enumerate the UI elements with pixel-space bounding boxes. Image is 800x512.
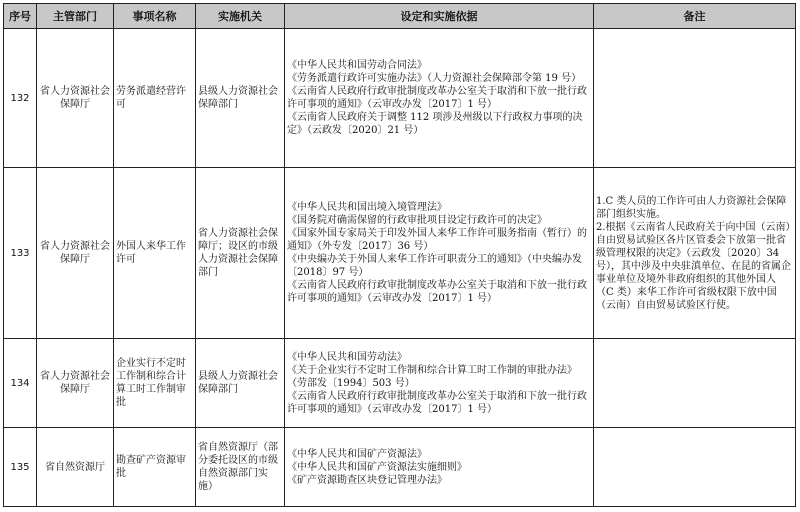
basis-line: 《中华人民共和国矿产资源法》 bbox=[287, 448, 427, 460]
basis-line: 《矿产资源勘查区块登记管理办法》 bbox=[287, 474, 447, 486]
cell-agency: 县级人力资源社会保障部门 bbox=[196, 29, 285, 168]
permit-table bbox=[3, 3, 796, 507]
cell-seq: 132 bbox=[4, 29, 37, 168]
cell-agency: 省自然资源厅（部分委托设区的市级自然资源部门实施） bbox=[196, 428, 285, 507]
cell-item: 勘查矿产资源审批 bbox=[114, 428, 196, 507]
document-page bbox=[3, 3, 795, 507]
basis-line: 《云南省人民政府行政审批制度改革办公室关于取消和下放一批行政许可事项的通知》（云审改办发〔2017〕1 号） bbox=[287, 280, 587, 304]
cell-basis bbox=[285, 168, 594, 339]
cell-seq: 134 bbox=[4, 339, 37, 428]
basis-line: 《云南省人民政府行政审批制度改革办公室关于取消和下放一批行政许可事项的通知》（云审改办发〔2017〕1 号） bbox=[287, 390, 587, 415]
cell-basis bbox=[285, 29, 594, 168]
basis-line: 《中央编办关于外国人来华工作许可职责分工的通知》（中央编办发〔2018〕97 号） bbox=[287, 254, 582, 278]
basis-line: 《劳务派遣行政许可实施办法》（人力资源社会保障部令第 19 号） bbox=[287, 73, 582, 84]
header-basis: 设定和实施依据 bbox=[285, 4, 594, 29]
cell-note bbox=[594, 29, 796, 168]
basis-line: 《云南省人民政府关于调整 112 项涉及州级以下行政权力事项的决定》（云政发〔2020〕21 号） bbox=[287, 112, 583, 136]
basis-line: 《关于企业实行不定时工作制和综合计算工时工作制的审批办法》（劳部发〔1994〕503 号） bbox=[287, 364, 577, 389]
cell-note bbox=[594, 428, 796, 507]
note-line: 1.C 类人员的工作许可由人力资源社会保障部门组织实施。 bbox=[596, 195, 787, 220]
basis-line: 《中华人民共和国出境入境管理法》 bbox=[287, 202, 447, 213]
cell-agency: 县级人力资源社会保障部门 bbox=[196, 339, 285, 428]
table-row bbox=[4, 29, 796, 168]
header-agency: 实施机关 bbox=[196, 4, 285, 29]
cell-dept: 省人力资源社会保障厅 bbox=[37, 29, 114, 168]
header-dept: 主管部门 bbox=[37, 4, 114, 29]
cell-dept: 省人力资源社会保障厅 bbox=[37, 168, 114, 339]
header-item: 事项名称 bbox=[114, 4, 196, 29]
table-row bbox=[4, 428, 796, 507]
table-row bbox=[4, 339, 796, 428]
basis-line: 《中华人民共和国劳动法》 bbox=[287, 351, 407, 363]
basis-line: 《云南省人民政府行政审批制度改革办公室关于取消和下放一批行政许可事项的通知》（云审改办发〔2017〕1 号） bbox=[287, 86, 587, 110]
basis-line: 《中华人民共和国矿产资源法实施细则》 bbox=[287, 461, 467, 473]
note-line: 2.根据《云南省人民政府关于向中国（云南）自由贸易试验区各片区管委会下放第一批省级管理权限的决定》（云政发〔2020〕34 号），其中涉及中央驻滇单位、在昆的省属企事业单位及境外非政府组织的其他外国人（C 类）来华工作许可省级权限下放中国（云南）自由贸易试验区行使。 bbox=[596, 221, 791, 311]
cell-item: 劳务派遣经营许可 bbox=[114, 29, 196, 168]
basis-line: 《国务院对确需保留的行政审批项目设定行政许可的决定》 bbox=[287, 215, 547, 226]
cell-item: 企业实行不定时工作制和综合计算工时工作制审批 bbox=[114, 339, 196, 428]
cell-basis bbox=[285, 428, 594, 507]
cell-seq: 135 bbox=[4, 428, 37, 507]
cell-item: 外国人来华工作许可 bbox=[114, 168, 196, 339]
header-row bbox=[4, 4, 796, 29]
basis-line: 《国家外国专家局关于印发外国人来华工作许可服务指南（暂行）的通知》（外专发〔2017〕36 号） bbox=[287, 228, 587, 252]
cell-seq: 133 bbox=[4, 168, 37, 339]
cell-basis bbox=[285, 339, 594, 428]
cell-note bbox=[594, 339, 796, 428]
header-seq: 序号 bbox=[4, 4, 37, 29]
cell-note bbox=[594, 168, 796, 339]
header-note: 备注 bbox=[594, 4, 796, 29]
cell-dept: 省人力资源社会保障厅 bbox=[37, 339, 114, 428]
basis-line: 《中华人民共和国劳动合同法》 bbox=[287, 60, 427, 71]
cell-agency: 省人力资源社会保障厅；设区的市级人力资源社会保障部门 bbox=[196, 168, 285, 339]
cell-dept: 省自然资源厅 bbox=[37, 428, 114, 507]
table-row bbox=[4, 168, 796, 339]
